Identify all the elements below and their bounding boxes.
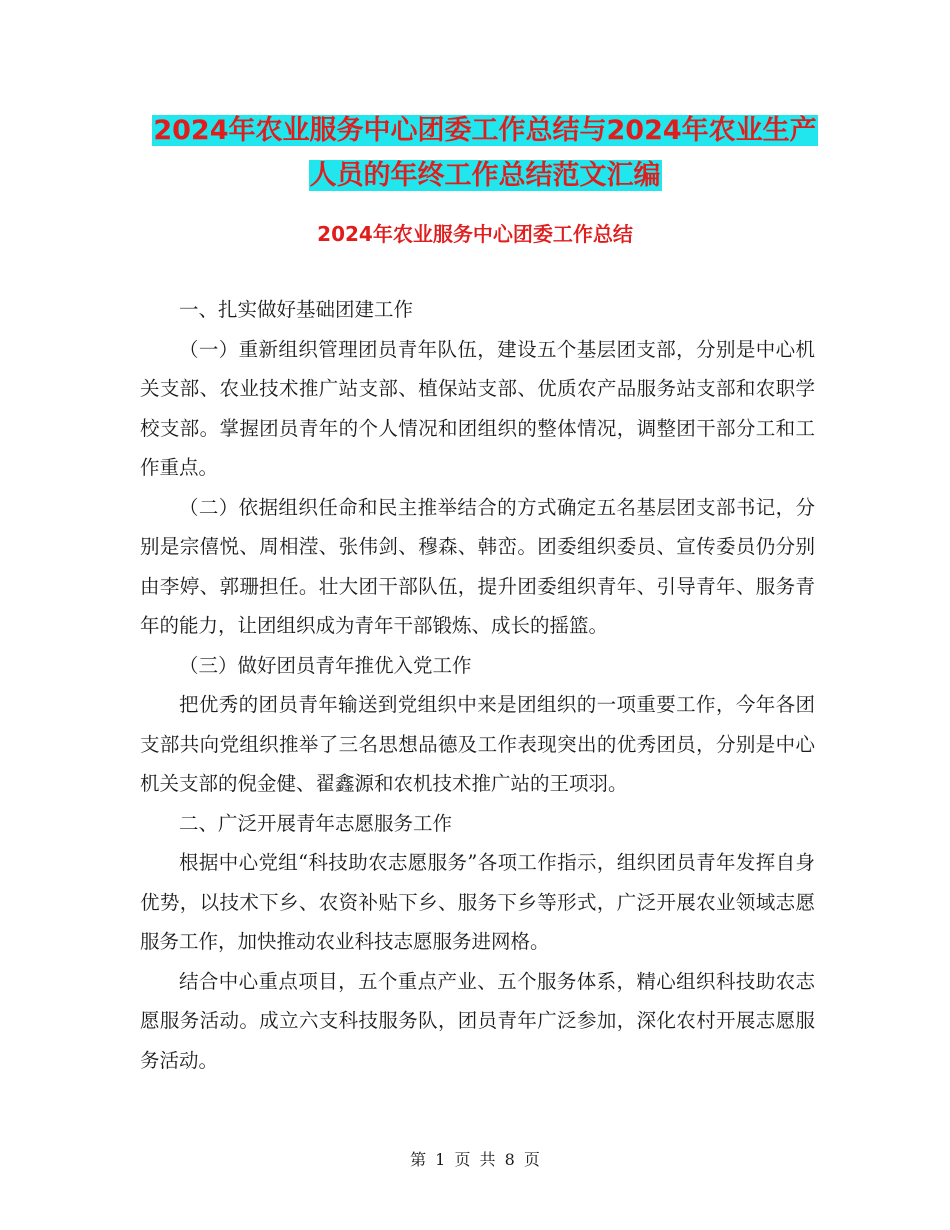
- sub-heading: （三）做好团员青年推优入党工作: [179, 653, 472, 677]
- main-title-line2-text: 人员的年终工作总结范文汇编: [309, 160, 661, 191]
- section-title: 2024年农业服务中心团委工作总结: [317, 222, 633, 246]
- paragraph: （二）依据组织任命和民主推举结合的方式确定五名基层团支部书记，分别是宗僖悦、周相滢、张伟剑、穆森、韩峦。团委组织委员、宣传委员仍分别由李婷、郭珊担任。壮大团干部队伍，提升团委组织青年、引导青年、服务青年的能力，让团组织成为青年干部锻炼、成长的摇篮。: [140, 495, 815, 637]
- main-title-line1-text: 2024年农业服务中心团委工作总结与2024年农业生产: [153, 115, 817, 146]
- heading-1: 一、扎实做好基础团建工作: [179, 298, 414, 321]
- paragraph: 根据中心党组“科技助农志愿服务”各项工作指示，组织团员青年发挥自身优势，以技术下乡、农资补贴下乡、服务下乡等形式，广泛开展农业领域志愿服务工作，加快推动农业科技志愿服务进网格。: [140, 851, 815, 953]
- page-footer: 第 1 页 共 8 页: [410, 1150, 540, 1169]
- paragraph: 结合中心重点项目，五个重点产业、五个服务体系，精心组织科技助农志愿服务活动。成立六支科技服务队，团员青年广泛参加，深化农村开展志愿服务活动。: [140, 969, 815, 1072]
- heading-2: 二、广泛开展青年志愿服务工作: [179, 811, 453, 835]
- main-title-line2: [140, 149, 830, 203]
- body-text: [140, 290, 815, 1080]
- paragraph: （一）重新组织管理团员青年队伍，建设五个基层团支部，分别是中心机关支部、农业技术推广站支部、植保站支部、优质农产品服务站支部和农职学校支部。掌握团员青年的个人情况和团组织的整体情况，调整团干部分工和工作重点。: [140, 337, 815, 479]
- paragraph: 把优秀的团员青年输送到党组织中来是团组织的一项重要工作，今年各团支部共向党组织推举了三名思想品德及工作表现突出的优秀团员，分别是中心机关支部的倪金健、翟鑫源和农机技术推广站的王项羽。: [140, 693, 815, 795]
